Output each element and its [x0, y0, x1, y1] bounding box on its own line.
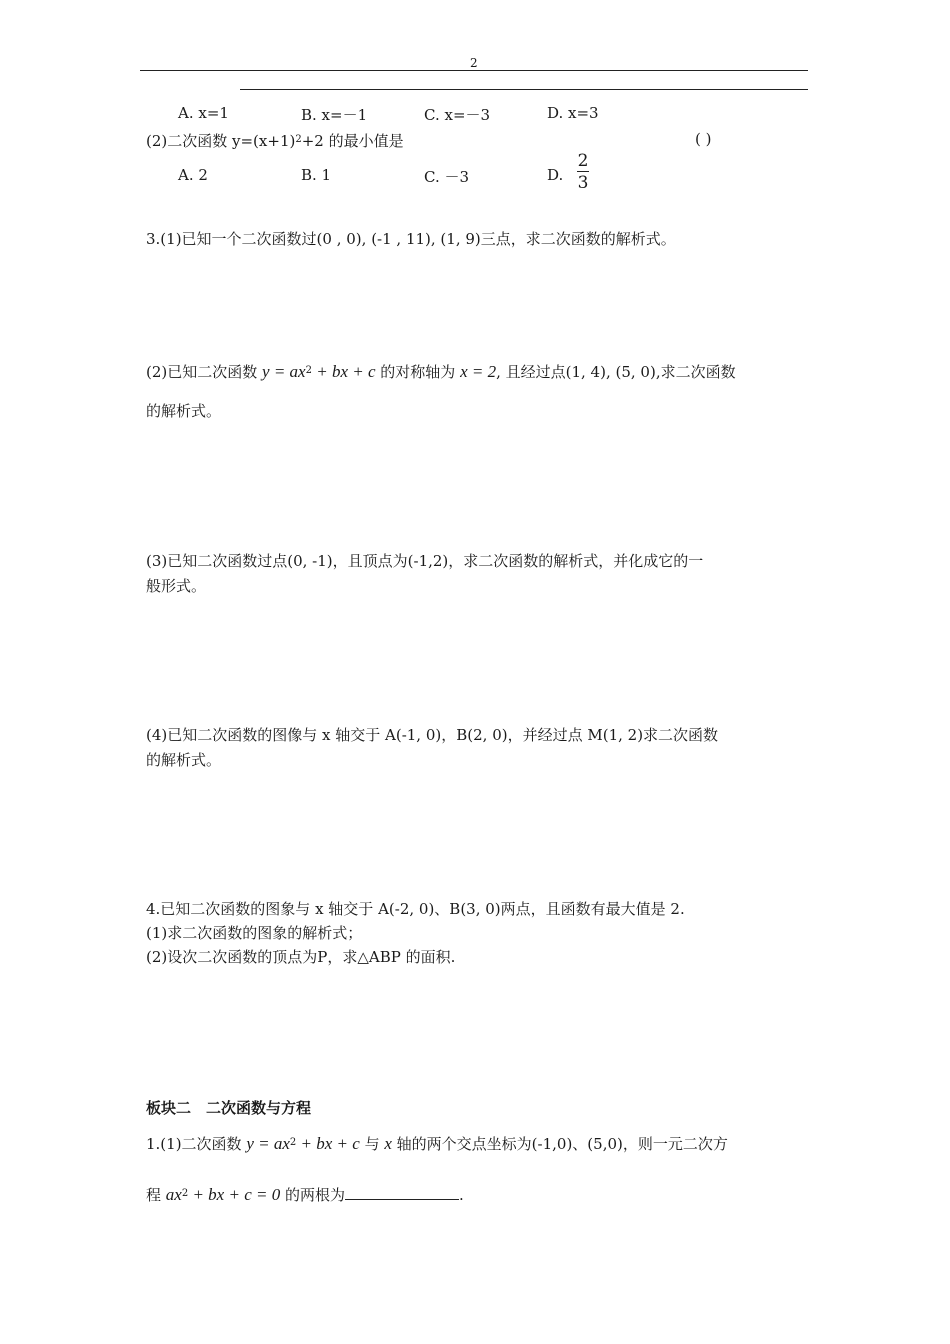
header-subrule: [240, 89, 808, 90]
question-4-line2: (1)求二次函数的图象的解析式；: [146, 924, 363, 942]
section2-question-1-line1: 1.(1)二次函数 $y = ax^2$ + bx + c 与 x 轴的两个交点坐标为(-1,0)、(5,0)，则一元二次方: [146, 1134, 728, 1153]
question-3-4-line1: (4)已知二次函数的图像与 x 轴交于 A(-1, 0)，B(2, 0)，并经过点 M(1, 2)求二次函数: [146, 726, 719, 744]
option-a: A. 2: [178, 166, 208, 184]
question-3-3-line2: 般形式。: [146, 577, 207, 595]
header-rule: [140, 70, 808, 71]
question-3-1: 3.(1)已知一个二次函数过(0 , 0), (-1 , 11), (1, 9)三点，求二次函数的解析式。: [146, 230, 676, 248]
question-4-line1: 4.已知二次函数的图象与 x 轴交于 A(-2, 0)、B(3, 0)两点，且函数有最大值是 2.: [146, 900, 685, 918]
question-3-3-line1: (3)已知二次函数过点(0, -1)，且顶点为(-1,2)，求二次函数的解析式，并化成它的一: [146, 552, 704, 570]
question-4-line3: (2)设次二次函数的顶点为P，求△ABP 的面积.: [146, 948, 456, 966]
option-c: C. x=－3: [424, 106, 491, 124]
option-c: C. －3: [424, 168, 470, 186]
option-a: A. x=1: [178, 104, 229, 122]
section-title: 板块二 二次函数与方程: [146, 1099, 312, 1117]
section2-question-1-line2: 程 $ax^2$ + bx + c = 0 的两根为 .: [146, 1185, 464, 1204]
option-b: B. x=－1: [301, 106, 368, 124]
answer-blank[interactable]: [345, 1185, 459, 1200]
question-3-2-line1: (2)已知二次函数 $y = ax^2$ + bx + c 的对称轴为 x = 2, 且经过点(1, 4), (5, 0),求二次函数: [146, 362, 736, 381]
question-2-2-stem: (2)二次函数 $y=(x+1)^2+2$ 的最小值是: [146, 132, 404, 150]
option-d-label: D.: [547, 166, 564, 184]
option-b: B. 1: [301, 166, 332, 184]
fraction-two-thirds: [577, 152, 589, 192]
fraction-bar: [577, 171, 589, 172]
fraction-numerator: 2: [577, 151, 589, 171]
question-3-2-line2: 的解析式。: [146, 402, 222, 420]
option-d: D. x=3: [547, 104, 599, 122]
fraction-denominator: 3: [577, 173, 589, 193]
answer-paren: ( ): [695, 130, 712, 148]
question-3-4-line2: 的解析式。: [146, 751, 222, 769]
page-number: 2: [470, 56, 478, 70]
